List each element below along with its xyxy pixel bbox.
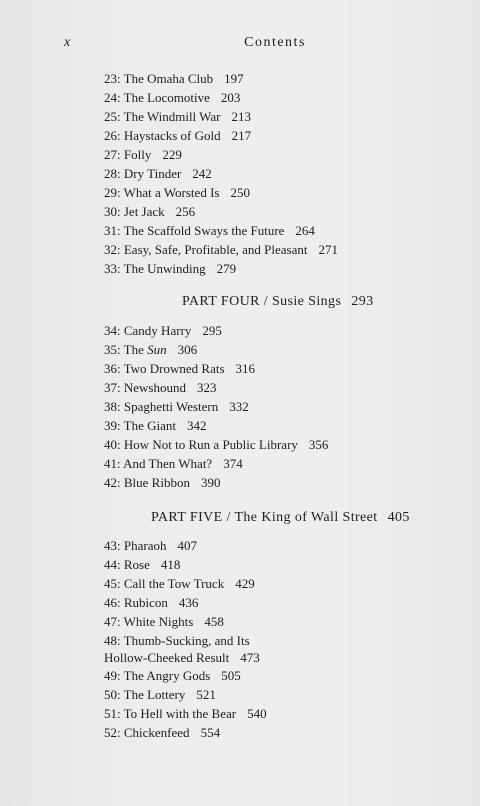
toc-entry: 26: Haystacks of Gold 217 [104, 128, 252, 143]
toc-entry: 35: The Sun 306 [104, 342, 198, 357]
toc-entry: 40: How Not to Run a Public Library 356 [104, 437, 329, 452]
toc-entry: 38: Spaghetti Western 332 [104, 399, 249, 414]
toc-entry: 52: Chickenfeed 554 [104, 725, 221, 740]
toc-entry: 30: Jet Jack 256 [104, 204, 196, 219]
toc-entry: 46: Rubicon 436 [104, 595, 199, 610]
toc-entry: 34: Candy Harry 295 [104, 323, 222, 338]
toc-entry: 32: Easy, Safe, Profitable, and Pleasant 271 [104, 242, 338, 257]
toc-entry: 27: Folly 229 [104, 147, 182, 162]
part-heading: PART FIVE / The King of Wall Street 405 [151, 510, 410, 525]
page-title: Contents [244, 35, 306, 50]
part-heading: PART FOUR / Susie Sings 293 [182, 294, 374, 309]
toc-entry: 36: Two Drowned Rats 316 [104, 361, 256, 376]
toc-entry: 31: The Scaffold Sways the Future 264 [104, 223, 315, 238]
toc-entry: 50: The Lottery 521 [104, 687, 216, 702]
toc-entry: 43: Pharaoh 407 [104, 538, 197, 553]
toc-entry: 33: The Unwinding 279 [104, 261, 237, 276]
toc-entry: 37: Newshound 323 [104, 380, 217, 395]
toc-entry: 45: Call the Tow Truck 429 [104, 576, 255, 591]
toc-entry: 23: The Omaha Club 197 [104, 71, 244, 86]
toc-entry: 51: To Hell with the Bear 540 [104, 706, 267, 721]
toc-entry: 48: Thumb-Sucking, and Its Hollow-Cheeked Result 473 [104, 633, 260, 665]
toc-entry: 49: The Angry Gods 505 [104, 668, 241, 683]
toc-entry: 29: What a Worsted Is 250 [104, 185, 250, 200]
toc-entry: 25: The Windmill War 213 [104, 109, 252, 124]
toc-entry: 39: The Giant 342 [104, 418, 207, 433]
toc-entry: 41: And Then What? 374 [104, 456, 243, 471]
page-number: x [64, 35, 71, 50]
toc-entry: 44: Rose 418 [104, 557, 181, 572]
toc-entry: 28: Dry Tinder 242 [104, 166, 212, 181]
toc-entry: 47: White Nights 458 [104, 614, 224, 629]
toc-entry: 42: Blue Ribbon 390 [104, 475, 221, 490]
toc-entry: 24: The Locomotive 203 [104, 90, 241, 105]
